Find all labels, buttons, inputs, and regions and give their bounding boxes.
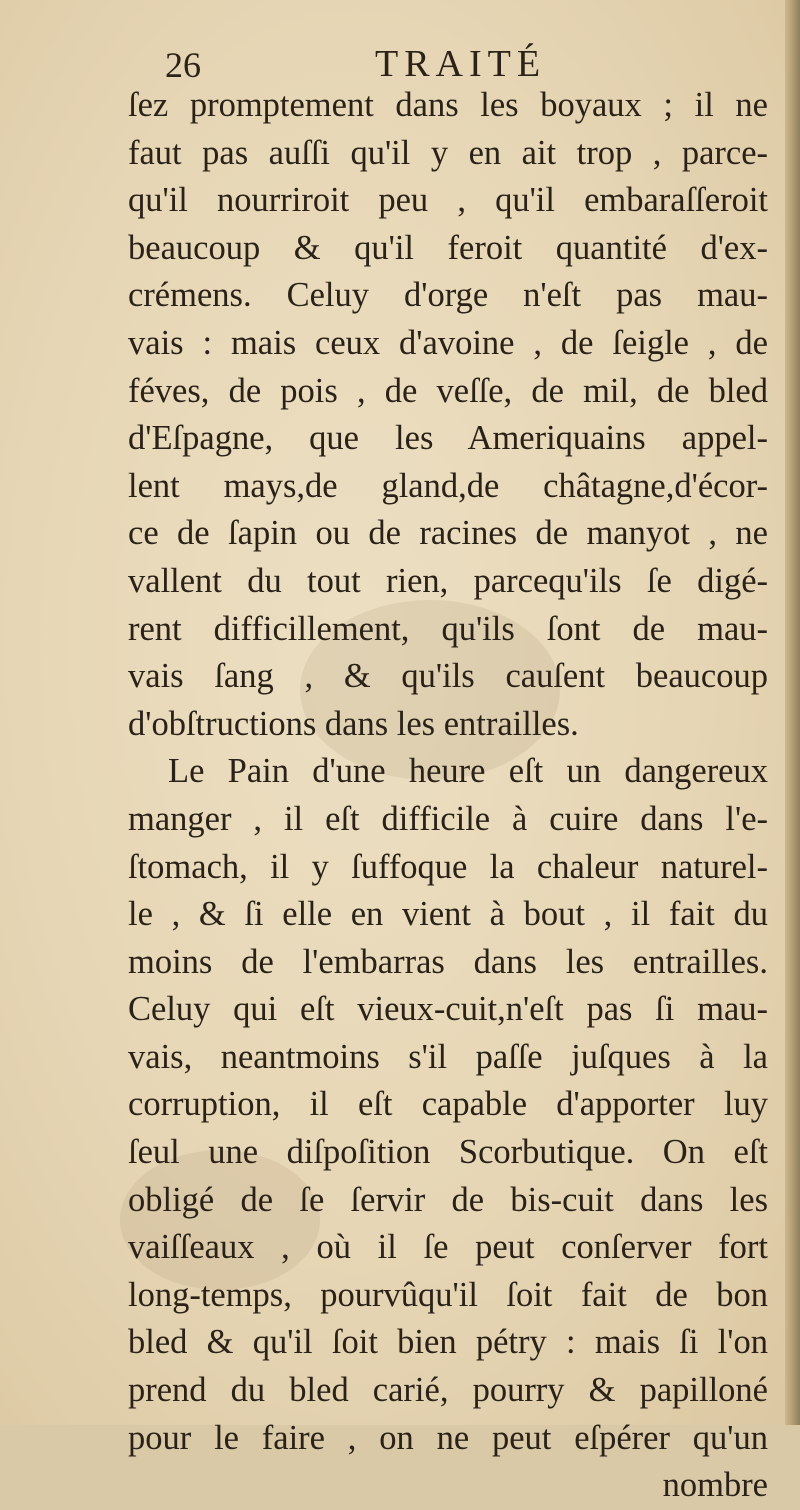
- page-edge: [785, 0, 800, 1425]
- text-line: Celuy qui eſt vieux-cuit,n'eſt pas ſi mau-: [128, 990, 768, 1029]
- text-line: pour le faire , on ne peut eſpérer qu'un: [128, 1418, 768, 1457]
- text-line: ce de ſapin ou de racines de manyot , ne: [128, 514, 768, 553]
- text-line: ſtomach, il y ſuffoque la chaleur naturel-: [128, 847, 768, 886]
- page-number: 26: [165, 45, 201, 85]
- text-line: rent difficillement, qu'ils ſont de mau-: [128, 609, 768, 648]
- text-line: lent mays,de gland,de châtagne,d'écor-: [128, 466, 768, 505]
- text-line: obligé de ſe ſervir de bis-cuit dans les: [128, 1180, 768, 1219]
- text-line: faut pas auſſi qu'il y en ait trop , parce-: [128, 133, 768, 172]
- catchword: nombre: [662, 1466, 768, 1505]
- body-text: [128, 82, 768, 1510]
- text-line: féves, de pois , de veſſe, de mil, de bled: [128, 371, 768, 410]
- text-line: qu'il nourriroit peu , qu'il embaraſſeroit: [128, 181, 768, 220]
- text-line: manger , il eſt difficile à cuire dans l'e-: [128, 799, 768, 838]
- text-line: prend du bled carié, pourry & papilloné: [128, 1371, 768, 1410]
- text-line: long-temps, pourvûqu'il ſoit fait de bon: [128, 1275, 768, 1314]
- text-line: crémens. Celuy d'orge n'eſt pas mau-: [128, 276, 768, 315]
- text-line: vais ſang , & qu'ils cauſent beaucoup: [128, 657, 768, 696]
- text-line: moins de l'embarras dans les entrailles.: [128, 942, 768, 981]
- text-line: bled & qu'il ſoit bien pétry : mais ſi l'on: [128, 1323, 768, 1362]
- text-line: ſez promptement dans les boyaux ; il ne: [128, 86, 768, 124]
- text-line: vais, neantmoins s'il paſſe juſques à la: [128, 1037, 768, 1076]
- text-line: vallent du tout rien, parcequ'ils ſe digé-: [128, 561, 768, 600]
- text-line: d'obſtructions dans les entrailles.: [128, 704, 579, 743]
- text-line: vaiſſeaux , où il ſe peut conſerver fort: [128, 1228, 768, 1267]
- text-line: vais : mais ceux d'avoine , de ſeigle , de: [128, 323, 768, 362]
- running-head: TRAITÉ: [375, 43, 547, 85]
- text-line: ſeul une diſpoſition Scorbutique. On eſt: [128, 1133, 768, 1172]
- text-line: Le Pain d'une heure eſt un dangereux: [168, 752, 768, 791]
- text-line: corruption, il eſt capable d'apporter luy: [128, 1085, 768, 1124]
- text-line: d'Eſpagne, que les Ameriquains appel-: [128, 419, 768, 458]
- text-line: beaucoup & qu'il feroit quantité d'ex-: [128, 228, 768, 267]
- text-line: le , & ſi elle en vient à bout , il fait du: [128, 895, 768, 934]
